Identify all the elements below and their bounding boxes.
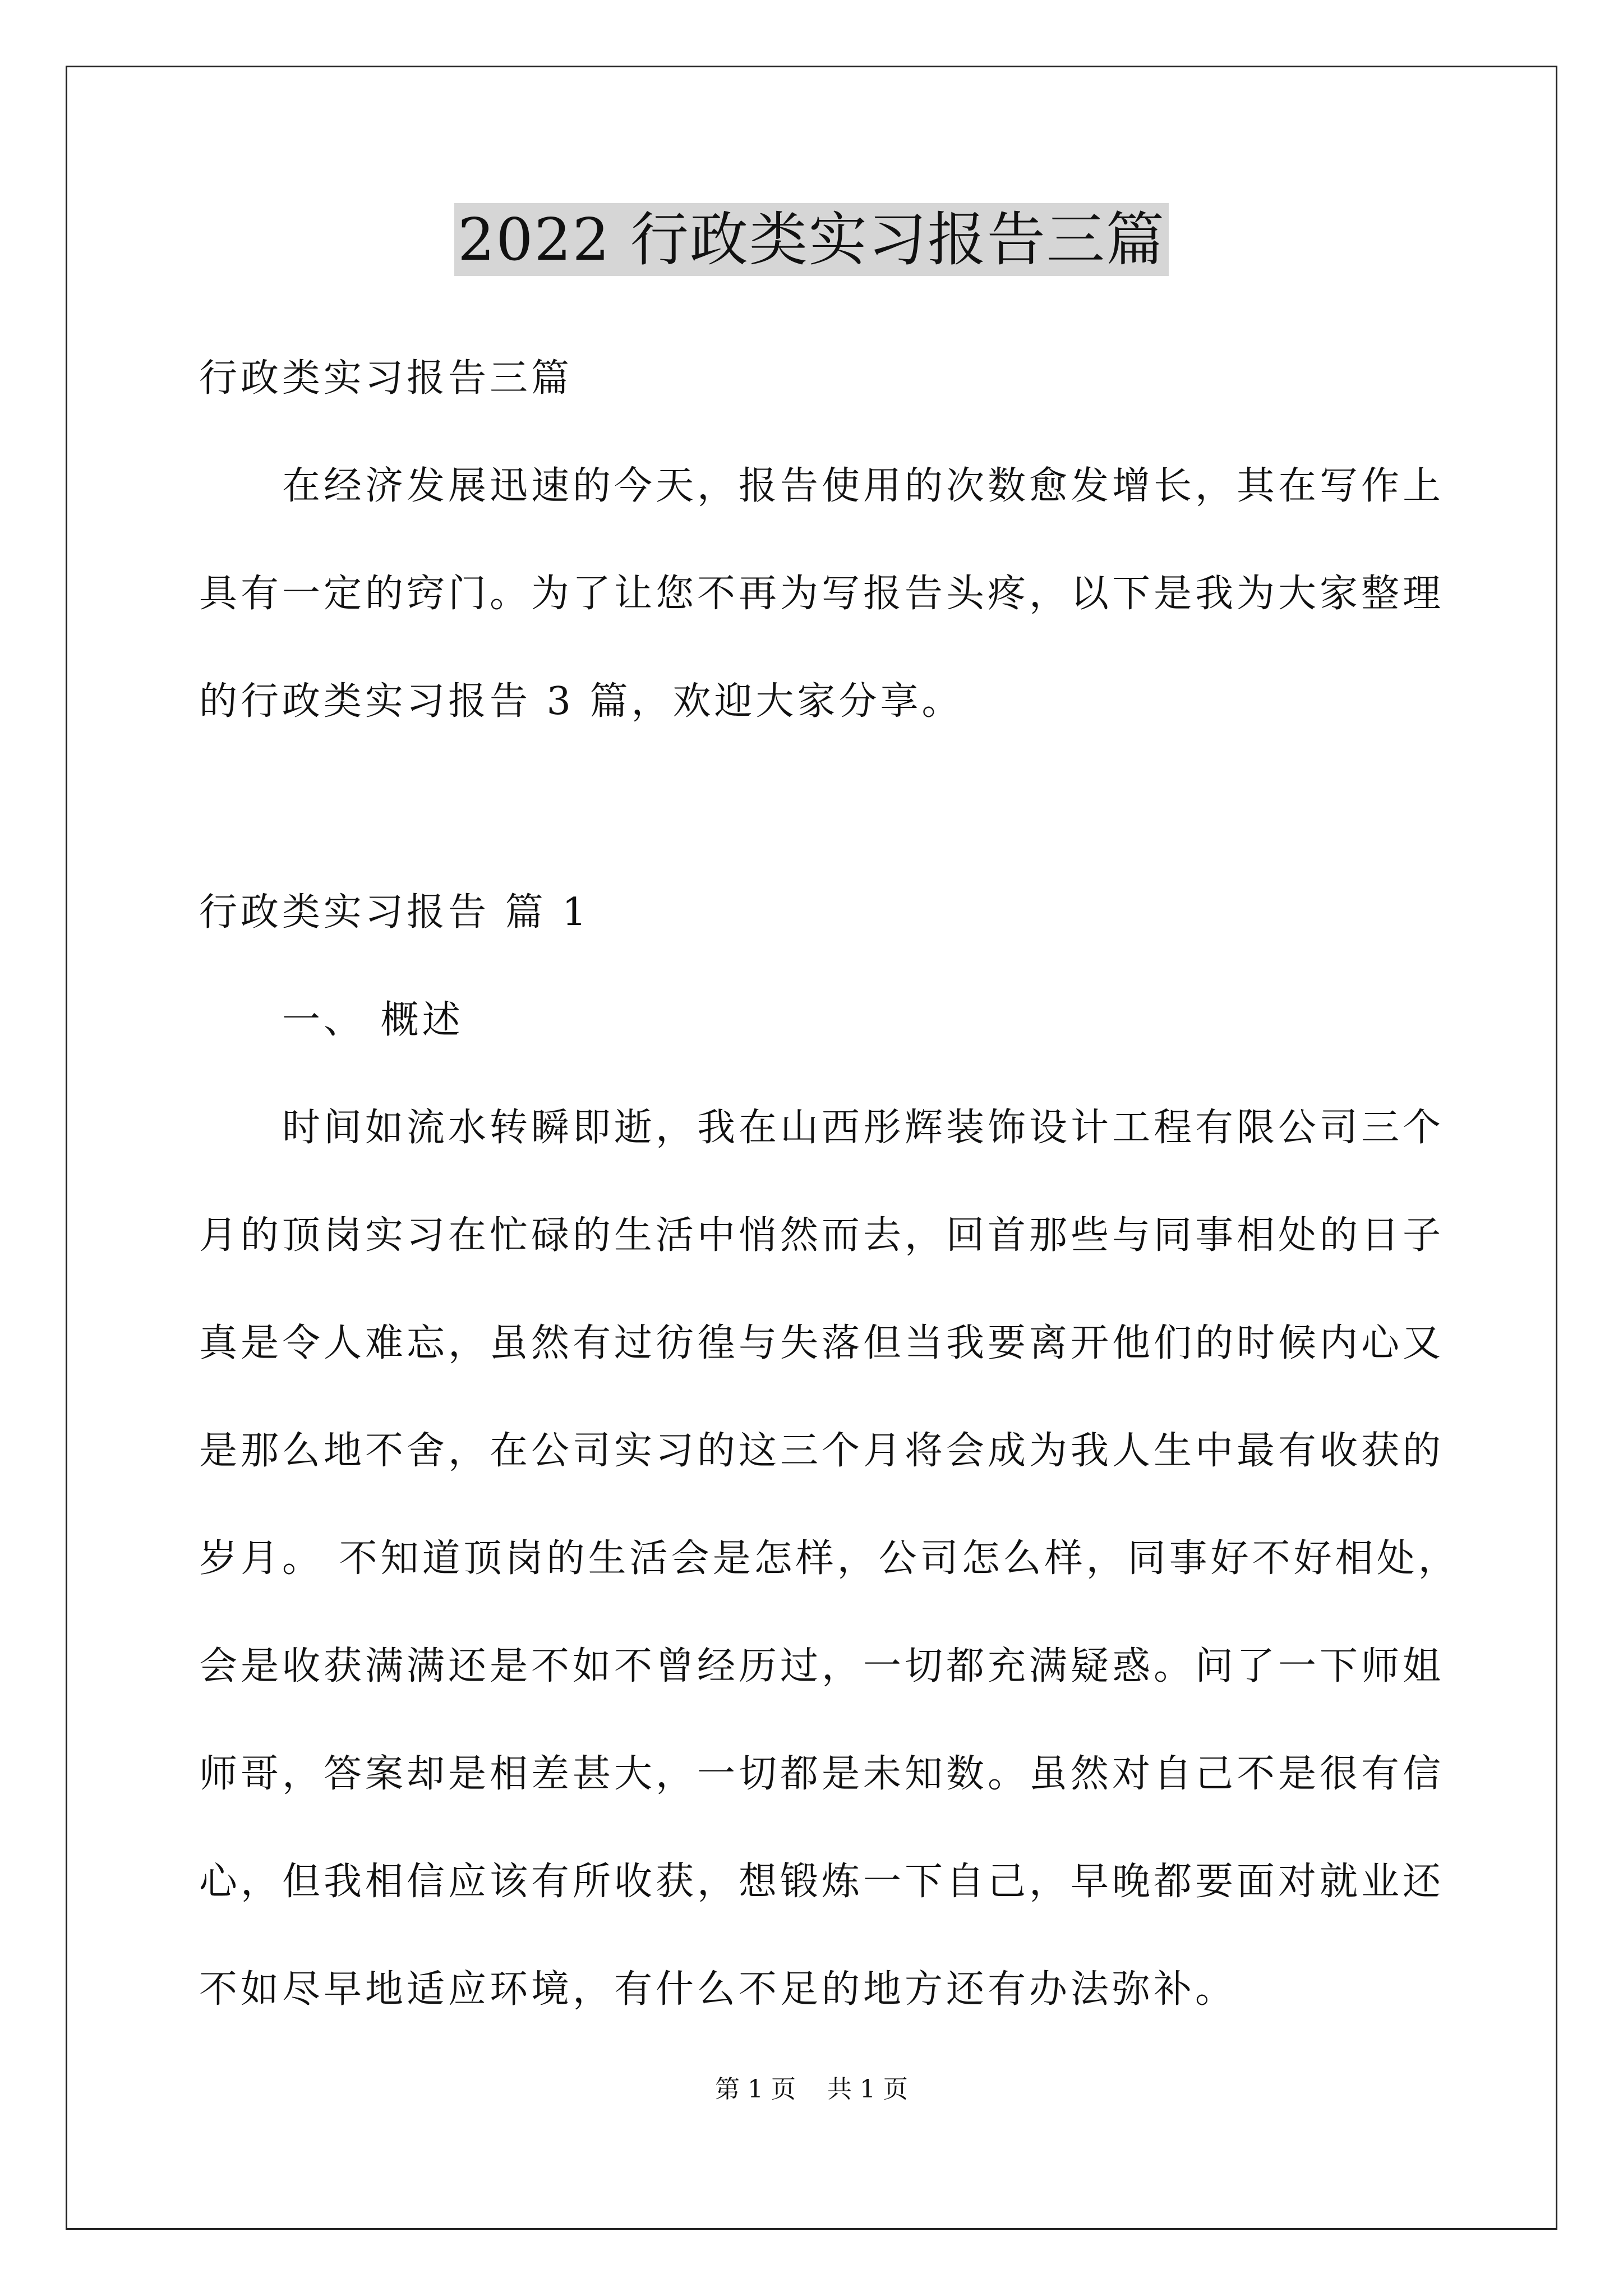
subtitle: 行政类实习报告三篇	[199, 356, 573, 401]
intro-line-3: 的行政类实习报告 3 篇，欢迎大家分享。	[199, 679, 963, 724]
body-line-1: 时间如流水转瞬即逝，我在山西彤辉装饰设计工程有限公司三个	[282, 1106, 1445, 1150]
body-line-8: 心，但我相信应该有所收获，想锻炼一下自己，早晚都要面对就业还	[199, 1860, 1445, 1904]
section-heading: 行政类实习报告 篇 1	[199, 890, 590, 935]
intro-line-2: 具有一定的窍门。为了让您不再为写报告头疼，以下是我为大家整理	[199, 572, 1445, 616]
intro-line-1: 在经济发展迅速的今天，报告使用的次数愈发增长，其在写作上	[282, 464, 1445, 508]
body-line-5: 岁月。 不知道顶岗的生活会是怎样，公司怎么样，同事好不好相处，	[199, 1536, 1460, 1581]
body-line-3: 真是令人难忘，虽然有过彷徨与失落但当我要离开他们的时候内心又	[199, 1321, 1445, 1365]
body-line-2: 月的顶岗实习在忙碌的生活中悄然而去，回首那些与同事相处的日子	[199, 1213, 1445, 1258]
body-line-7: 师哥，答案却是相差甚大，一切都是未知数。虽然对自己不是很有信	[199, 1752, 1445, 1796]
body-line-4: 是那么地不舍，在公司实习的这三个月将会成为我人生中最有收获的	[199, 1429, 1445, 1473]
page-footer: 第 1 页 共 1 页	[715, 2075, 908, 2104]
body-line-6: 会是收获满满还是不如不曾经历过，一切都充满疑惑。问了一下师姐	[199, 1644, 1445, 1688]
body-line-9: 不如尽早地适应环境，有什么不足的地方还有办法弥补。	[199, 1967, 1237, 2012]
document-title: 2022 行政类实习报告三篇	[454, 203, 1169, 276]
subsection-heading: 一、 概述	[282, 998, 464, 1042]
title-container	[0, 203, 1623, 276]
